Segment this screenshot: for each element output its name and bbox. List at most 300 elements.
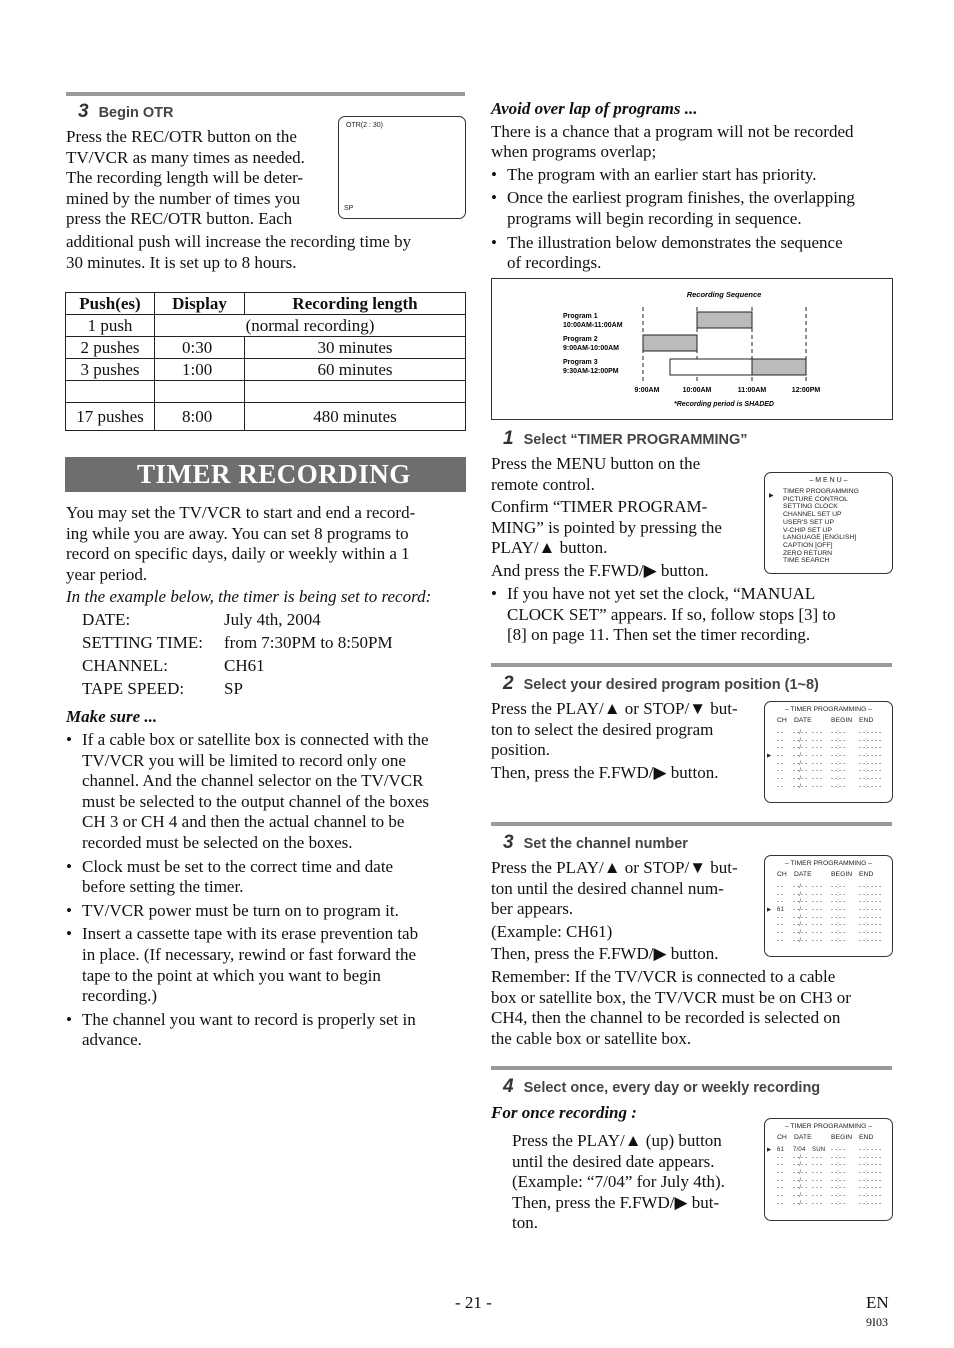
text-line: must be selected to the output channel of the boxes: [82, 791, 429, 811]
text-line: Then, press the F.FWD/▶ but-: [512, 1192, 720, 1212]
screen-cell: - -:- -: [831, 1147, 846, 1153]
list-item: [66, 857, 468, 898]
list-item: [66, 1010, 468, 1051]
menu-screen: [764, 472, 893, 574]
text-line: • If a cable box or satellite box is connected with the: [82, 730, 429, 749]
screen-cell: - -/- -: [793, 930, 808, 937]
screen-cell: - -:- -: [859, 914, 874, 921]
text-line: mined by the number of times you: [66, 188, 301, 208]
screen-cell: - -: [875, 776, 882, 783]
text-line: ber appears.: [491, 899, 574, 919]
program-3-bar: [752, 359, 806, 375]
push-table: [65, 292, 466, 431]
program-name: Program 2: [563, 336, 598, 343]
screen-row: [765, 922, 892, 930]
screen-cell: - -:- -: [859, 1193, 874, 1200]
section-rule: [491, 663, 892, 667]
screen-cell: - -/- -: [793, 783, 808, 790]
screen-cell: - -/- -: [793, 914, 808, 921]
screen-column-header: BEGIN: [831, 871, 853, 878]
text-line: PLAY/▲ button.: [491, 538, 608, 558]
screen-cell: - -: [875, 1147, 882, 1153]
screen-row: [765, 1178, 892, 1186]
example-label: SETTING TIME:: [82, 633, 204, 652]
screen-cell: - -: [875, 730, 882, 736]
screen-row: [765, 738, 892, 746]
menu-pointer-icon: ▶: [769, 493, 774, 499]
step-title: Select “TIMER PROGRAMMING”: [523, 432, 748, 448]
screen-cell: - -: [777, 899, 784, 906]
table-cell: 30 minutes: [245, 337, 466, 359]
screen-cell: - - -: [812, 914, 823, 921]
text-line: Confirm “TIMER PROGRAM-: [491, 497, 708, 517]
text-line: • Clock must be set to the correct time and date: [82, 856, 394, 876]
screen-cell: - -/- -: [793, 899, 808, 906]
overlap-section: [491, 99, 896, 274]
step-number: 1: [503, 428, 514, 449]
screen-cell: - -:- -: [831, 1170, 846, 1177]
screen-cell: - - -: [812, 907, 823, 914]
text-line: TV/VCR you will be limited to record only one: [82, 750, 406, 770]
screen-cell: - -:- -: [859, 1177, 874, 1184]
text-line: • The illustration below demonstrates the sequence: [507, 232, 843, 252]
tick-label: 9:00AM: [634, 387, 660, 394]
screen-column-header: BEGIN: [831, 717, 853, 724]
screen-cell: - -: [875, 1185, 882, 1192]
timer-programming-screen: [764, 701, 893, 803]
screen-cell: - -:- -: [859, 1185, 874, 1192]
step4-header: [503, 1076, 820, 1098]
screen-row: [765, 1162, 892, 1170]
screen-cell: - -:- -: [859, 1147, 874, 1153]
text-line: position.: [491, 740, 551, 760]
document-code: 9I03: [866, 1315, 888, 1329]
row-pointer-icon: ▶: [767, 1147, 772, 1153]
text-line: ton until the desired channel num-: [491, 878, 724, 898]
screen-column-header: END: [859, 871, 874, 878]
screen-cell: - -: [777, 1162, 784, 1169]
screen-cell: - -: [875, 745, 882, 752]
list-item: [66, 924, 468, 1006]
screen-cell: - -: [777, 783, 784, 790]
list-item: [491, 584, 891, 646]
menu-item: LANGUAGE [ENGLISH]: [783, 534, 857, 542]
example-intro: In the example below, the timer is being set to record:: [66, 587, 432, 607]
timer-intro: [66, 503, 466, 608]
program-3-unshaded-bar: [670, 359, 752, 375]
example-row: [82, 679, 422, 702]
table-row: [66, 403, 466, 431]
example-row: [82, 656, 422, 679]
text-line: until the desired date appears.: [512, 1151, 715, 1171]
menu-item: SETTING CLOCK: [783, 503, 838, 511]
text-line: box or satellite box, the TV/VCR must be on CH3 or: [491, 987, 851, 1007]
example-value: SP: [224, 679, 243, 698]
screen-title: – TIMER PROGRAMMING –: [784, 1123, 873, 1130]
text-line: • Once the earliest program finishes, the overlapping: [507, 188, 855, 208]
row-pointer-icon: ▶: [767, 907, 772, 914]
table-cell: 1 push: [66, 315, 155, 337]
screen-cell: - -/- -: [793, 884, 808, 890]
screen-cell: - -: [777, 930, 784, 937]
text-line: • The channel you want to record is properly set in: [82, 1009, 416, 1029]
text-line: Then, press the F.FWD/▶ button.: [491, 762, 719, 782]
screen-cell: - -/- -: [793, 768, 808, 775]
step2-header: [503, 673, 819, 695]
text-line: (Example: “7/04” for July 4th).: [512, 1172, 725, 1192]
screen-column-header: CH: [777, 871, 787, 878]
screen-row: [765, 768, 892, 776]
text-line: record on specific days, daily or weekly within a 1: [66, 544, 410, 564]
overlap-heading: Avoid over lap of programs ...: [491, 99, 698, 118]
screen-cell: - -:- -: [859, 937, 874, 944]
text-line: Press the PLAY/▲ (up) button: [512, 1131, 722, 1150]
screen-cell: - -:- -: [859, 745, 874, 752]
table-header-row: [66, 293, 466, 315]
text-line: TV/VCR as many times as needed.: [66, 147, 305, 167]
screen-cell: - -: [777, 1154, 784, 1161]
text-line: There is a chance that a program will not be recorded: [491, 121, 854, 141]
screen-cell: - -:- -: [831, 922, 846, 929]
text-line: Then, press the F.FWD/▶ button.: [491, 944, 719, 964]
screen-cell: - -:- -: [831, 937, 846, 944]
screen-cell: - -:- -: [831, 884, 846, 890]
step-title: Begin OTR: [98, 105, 174, 121]
screen-row: [765, 915, 892, 923]
step1-header: [503, 428, 748, 450]
screen-cell: - - -: [812, 1177, 823, 1184]
screen-cell: - -: [777, 730, 784, 736]
screen-cell: - -: [777, 1200, 784, 1207]
screen-cell: - -: [875, 760, 882, 767]
screen-header-row: [765, 717, 892, 727]
text-line: ton.: [512, 1213, 538, 1233]
table-row: [66, 381, 466, 403]
screen-cell: - - -: [812, 753, 823, 760]
menu-item: TIME SEARCH: [783, 557, 830, 565]
screen-cell: - -:- -: [831, 899, 846, 906]
example-label: TAPE SPEED:: [82, 679, 185, 698]
screen-cell: - -: [777, 1177, 784, 1184]
screen-cell: - -: [875, 753, 882, 760]
text-line: ing while you are away. You can set 8 programs to: [66, 523, 409, 543]
screen-column-header: DATE: [794, 717, 812, 724]
table-row: [66, 359, 466, 381]
text-line: additional push will increase the recording time by: [66, 232, 412, 251]
screen-cell: - -:- -: [859, 737, 874, 744]
screen-rows: [765, 1147, 892, 1209]
step-title: Select once, every day or weekly recording: [523, 1080, 821, 1096]
section-title-bar: [65, 457, 466, 492]
screen-row: [765, 884, 892, 892]
text-line: programs will begin recording in sequence.: [507, 208, 802, 228]
timer-programming-screen: [764, 1118, 893, 1221]
table-cell: [155, 381, 245, 403]
example-value: from 7:30PM to 8:50PM: [224, 633, 393, 652]
text-line: remote control.: [491, 474, 595, 494]
screen-cell: - -: [875, 1193, 882, 1200]
screen-cell: - -: [875, 891, 882, 898]
screen-title: – TIMER PROGRAMMING –: [784, 706, 873, 713]
screen-row: [765, 930, 892, 938]
program-time: 9:00AM-10:00AM: [563, 345, 620, 352]
section-title: TIMER RECORDING: [137, 459, 411, 489]
screen-cell: - - -: [812, 768, 823, 775]
screen-cell: - - -: [812, 737, 823, 744]
screen-cell: - -/- -: [793, 730, 808, 736]
screen-column-header: CH: [777, 1134, 787, 1141]
otr-text-full: [66, 232, 466, 273]
text-line: recording.): [82, 986, 158, 1006]
program-time: 10:00AM-11:00AM: [563, 322, 623, 329]
screen-column-header: CH: [777, 717, 787, 724]
screen-cell: - -:- -: [831, 783, 846, 790]
text-line: recorded must be selected on the boxes.: [82, 832, 353, 852]
screen-cell: - -: [875, 914, 882, 921]
table-cell: 17 pushes: [66, 403, 155, 431]
screen-cell: - -/- -: [793, 1185, 808, 1192]
text-line: of recordings.: [507, 253, 602, 273]
step3-remember: [491, 967, 896, 1049]
text-line: advance.: [82, 1030, 142, 1050]
otr-step-header: [78, 101, 174, 123]
screen-cell: - -/- -: [793, 753, 808, 760]
step-number: 3: [503, 832, 514, 853]
screen-title: – TIMER PROGRAMMING –: [784, 860, 873, 867]
screen-cell: - -: [875, 937, 882, 944]
screen-cell: - -: [777, 914, 784, 921]
page-number: - 21 -: [455, 1293, 492, 1312]
program-2-bar: [643, 335, 697, 351]
screen-cell: - - -: [812, 1162, 823, 1169]
tick-label: 11:00AM: [737, 387, 767, 394]
menu-list: [783, 488, 892, 565]
text-line: • The program with an earlier start has priority.: [507, 164, 817, 184]
text-line: Press the PLAY/▲ or STOP/▼ but-: [491, 858, 738, 877]
text-line: [8] on page 11. Then set the timer recording.: [507, 625, 811, 645]
screen-cell: - -: [875, 884, 882, 890]
section-rule: [491, 1066, 892, 1070]
screen-rows: [765, 730, 892, 792]
screen-cell: - -:- -: [831, 907, 846, 914]
screen-cell: - -:- -: [859, 884, 874, 890]
step2-text: [491, 699, 761, 783]
screen-cell: - -/- -: [793, 1177, 808, 1184]
screen-cell: - - -: [812, 891, 823, 898]
screen-cell: - -:- -: [859, 760, 874, 767]
screen-cell: - -:- -: [831, 1200, 846, 1207]
step-number: 3: [78, 101, 89, 122]
text-line: • If you have not yet set the clock, “MANUAL: [507, 584, 816, 603]
screen-row: [765, 761, 892, 769]
screen-column-header: DATE: [794, 871, 812, 878]
menu-item: PICTURE CONTROL: [783, 495, 848, 503]
screen-cell: - -: [875, 1170, 882, 1177]
screen-cell: - -:- -: [831, 1185, 846, 1192]
example-row: [82, 633, 422, 656]
sequence-title: Recording Sequence: [686, 290, 762, 299]
screen-row: [765, 1185, 892, 1193]
screen-cell: - - -: [812, 745, 823, 752]
screen-row: [765, 899, 892, 907]
screen-cell: - -: [875, 1154, 882, 1161]
menu-item: V-CHIP SET UP: [783, 526, 832, 534]
list-item: [66, 901, 468, 922]
screen-cell: - - -: [812, 1193, 823, 1200]
text-line: (Example: CH61): [491, 921, 613, 941]
program-1-bar: [697, 312, 752, 328]
language-label: EN: [866, 1293, 889, 1312]
table-cell: (normal recording): [155, 315, 466, 337]
screen-rows: [765, 884, 892, 946]
text-line: 30 minutes. It is set up to 8 hours.: [66, 252, 297, 272]
table-cell: 480 minutes: [245, 403, 466, 431]
table-cell: 3 pushes: [66, 359, 155, 381]
screen-cell: - -/- -: [793, 760, 808, 767]
screen-cell: - -/- -: [793, 937, 808, 944]
screen-cell: - -: [777, 753, 784, 760]
screen-cell: - - -: [812, 730, 823, 736]
text-line: before setting the timer.: [82, 877, 244, 897]
screen-cell: - - -: [812, 937, 823, 944]
list-item: [491, 188, 896, 229]
list-item: [66, 730, 468, 854]
screen-cell: - - -: [812, 1185, 823, 1192]
screen-cell: - -:- -: [859, 730, 874, 736]
timer-programming-screen: [764, 855, 893, 957]
table-row: [66, 337, 466, 359]
step-number: 2: [503, 673, 514, 694]
text-line: press the REC/OTR button. Each: [66, 209, 293, 229]
example-value: July 4th, 2004: [224, 610, 321, 629]
screen-cell: - -: [777, 745, 784, 752]
screen-cell: - - -: [812, 1200, 823, 1207]
screen-cell: - -: [875, 1177, 882, 1184]
screen-cell: - -: [777, 1170, 784, 1177]
screen-cell: - -: [777, 1185, 784, 1192]
screen-cell: - -: [875, 922, 882, 929]
table-row: [66, 315, 466, 337]
screen-row: [765, 753, 892, 761]
screen-cell: 61: [777, 907, 785, 914]
screen-row: [765, 745, 892, 753]
text-line: Remember: If the TV/VCR is connected to a cable: [491, 967, 836, 986]
menu-title: – M E N U –: [809, 477, 848, 484]
screen-cell: - - -: [812, 899, 823, 906]
text-line: Press the REC/OTR button on the: [66, 127, 297, 146]
screen-header-row: [765, 871, 892, 881]
screen-cell: - -: [875, 899, 882, 906]
recording-sequence-diagram: [491, 278, 893, 420]
text-line: Press the MENU button on the: [491, 454, 701, 473]
screen-cell: - -: [875, 768, 882, 775]
screen-cell: 7/04: [793, 1147, 806, 1153]
screen-column-header: END: [859, 717, 874, 724]
program-time: 9:30AM-12:00PM: [563, 368, 619, 375]
screen-cell: - -:- -: [859, 922, 874, 929]
screen-row: [765, 1155, 892, 1163]
screen-cell: - -:- -: [831, 1154, 846, 1161]
step-title: Set the channel number: [523, 836, 688, 852]
screen-row: [765, 907, 892, 915]
row-pointer-icon: ▶: [767, 753, 772, 760]
screen-cell: - -:- -: [859, 753, 874, 760]
menu-item: CHANNEL SET UP: [783, 511, 842, 519]
step-title: Select your desired program position (1~8): [523, 677, 819, 693]
screen-cell: - -: [777, 922, 784, 929]
text-line: in place. (If necessary, rewind or fast forward the: [82, 944, 417, 964]
screen-row: [765, 938, 892, 946]
screen-cell: - - -: [812, 884, 823, 890]
screen-cell: - -/- -: [793, 737, 808, 744]
tick-label: 10:00AM: [682, 387, 712, 394]
screen-cell: - - -: [812, 1154, 823, 1161]
table-cell: 1:00: [155, 359, 245, 381]
screen-cell: - -/- -: [793, 745, 808, 752]
screen-cell: - -: [875, 907, 882, 914]
step4-text: [512, 1131, 762, 1234]
screen-cell: - -/- -: [793, 1162, 808, 1169]
screen-cell: - -/- -: [793, 1200, 808, 1207]
sequence-svg: [492, 279, 892, 419]
column-header: Display: [155, 293, 245, 315]
screen-cell: - -: [875, 930, 882, 937]
menu-item: CAPTION [OFF]: [783, 541, 833, 549]
column-header: Push(es): [66, 293, 155, 315]
text-line: channel. And the channel selector on the TV/VCR: [82, 771, 424, 791]
screen-cell: - -/- -: [793, 922, 808, 929]
screen-cell: - -: [875, 1200, 882, 1207]
text-line: CH 3 or CH 4 and then the actual channel to be: [82, 812, 405, 832]
text-line: The recording length will be deter-: [66, 168, 304, 188]
example-row: [82, 610, 422, 633]
example-label: DATE:: [82, 610, 131, 629]
screen-cell: - -: [777, 760, 784, 767]
otr-screen-time: OTR(2 : 30): [346, 122, 383, 129]
text-line: when programs overlap;: [491, 142, 657, 162]
screen-cell: - -:- -: [831, 768, 846, 775]
step1-note: [491, 584, 891, 646]
screen-cell: - -:- -: [831, 891, 846, 898]
otr-screen: [338, 116, 466, 219]
screen-cell: - -:- -: [831, 1177, 846, 1184]
list-item: [491, 233, 896, 274]
screen-cell: - -:- -: [831, 753, 846, 760]
screen-cell: - -:- -: [859, 891, 874, 898]
make-sure-heading: Make sure ...: [66, 707, 158, 726]
text-line: tape to the point at which you want to begin: [82, 965, 381, 985]
screen-cell: 61: [777, 1147, 785, 1153]
screen-cell: - - -: [812, 783, 823, 790]
screen-cell: - -: [777, 1193, 784, 1200]
screen-cell: - -: [777, 768, 784, 775]
screen-cell: - -:- -: [859, 776, 874, 783]
screen-cell: - -:- -: [831, 776, 846, 783]
sequence-note: *Recording period is SHADED: [674, 401, 774, 408]
screen-cell: - -:- -: [859, 1200, 874, 1207]
step3-header: [503, 832, 688, 854]
text-line: the cable box or satellite box.: [491, 1028, 692, 1048]
screen-cell: - -/- -: [793, 776, 808, 783]
screen-cell: - - -: [812, 760, 823, 767]
screen-cell: - -:- -: [859, 1154, 874, 1161]
step3-text: [491, 858, 761, 965]
text-line: And press the F.FWD/▶ button.: [491, 560, 709, 580]
screen-cell: - -:- -: [831, 914, 846, 921]
screen-row: [765, 784, 892, 792]
screen-cell: - -: [777, 737, 784, 744]
screen-row: [765, 730, 892, 738]
